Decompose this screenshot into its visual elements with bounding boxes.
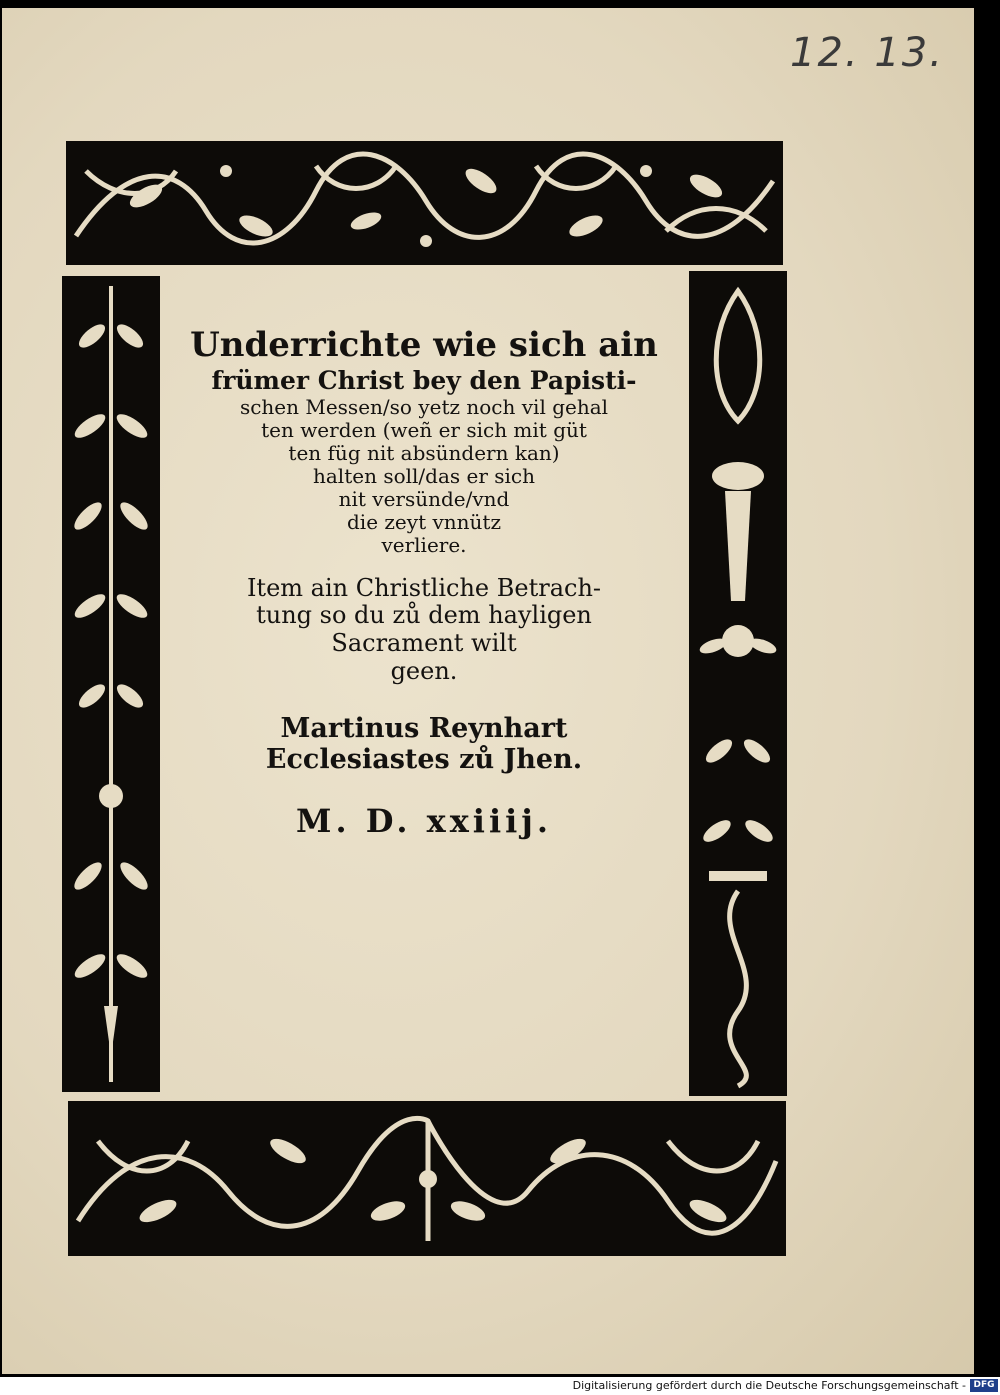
footer-credit: Digitalisierung gefördert durch die Deutsche Forschungsgemeinschaft - (572, 1379, 966, 1392)
woodcut-border-top (66, 141, 783, 265)
title-line-8: die zeyt vnnütz (347, 509, 501, 534)
subtitle-line-2: tung so du zů dem hayligen (256, 601, 592, 630)
vine-ornament-left-icon (62, 276, 160, 1092)
chalice-ornament-right-icon (689, 271, 787, 1096)
subtitle-line-1: Item ain Christliche Betrach- (246, 573, 602, 602)
dfg-logo-icon: DFG (970, 1379, 998, 1392)
handwritten-shelfmark: 12. 13. (790, 30, 944, 76)
author-name: Martinus Reynhart (280, 713, 568, 745)
title-text-block (160, 326, 688, 840)
vine-ornament-top-icon (66, 141, 783, 265)
woodcut-border-right (689, 271, 787, 1096)
woodcut-border-left (62, 276, 160, 1092)
title-line-4: ten werden (weñ er sich mit güt (261, 417, 587, 442)
woodcut-border-bottom (68, 1101, 786, 1256)
title-line-3: schen Messen/so yetz noch vil gehal (239, 394, 609, 419)
title-line-2: frümer Christ bey den Papisti- (211, 366, 637, 396)
title-line-9: verliere. (381, 532, 467, 557)
author-title: Ecclesiastes zů Jhen. (265, 744, 583, 776)
publication-date: M. D. xxiiij. (296, 802, 552, 841)
title-line-1: Underrichte wie sich ain (190, 325, 658, 365)
vine-ornament-bottom-icon (68, 1101, 786, 1256)
title-line-6: halten soll/das er sich (313, 463, 535, 488)
subtitle-line-3: Sacrament wilt (331, 629, 517, 658)
title-page (2, 8, 974, 1374)
subtitle-line-4: geen. (390, 656, 458, 685)
title-line-7: nit versünde/vnd (338, 486, 510, 511)
title-line-5: ten füg nit absündern kan) (288, 440, 560, 465)
